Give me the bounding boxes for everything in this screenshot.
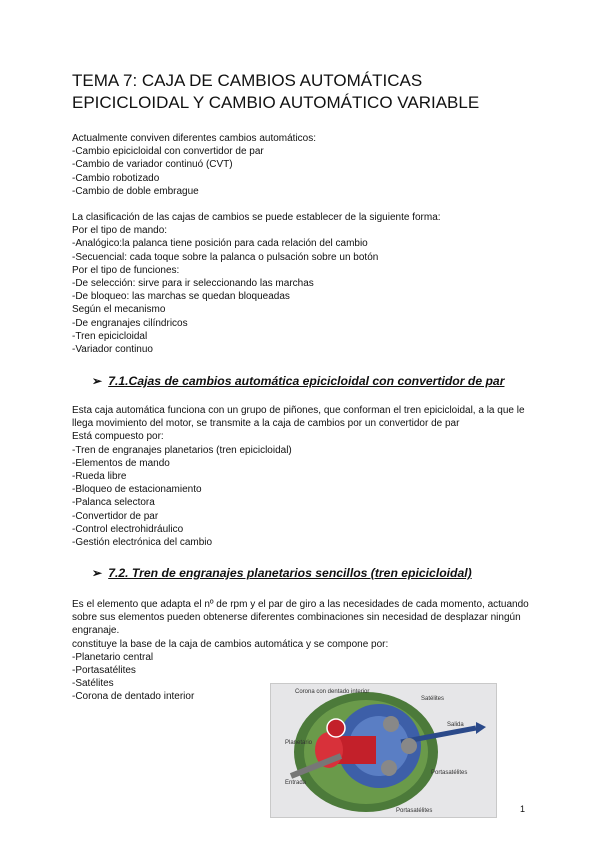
list-item: -Cambio de variador continuó (CVT) [72, 159, 233, 171]
text-paragraph: Es el elemento que adapta el nº de rpm y el par de giro a las necesidades de cada momento, actuando sobre sus elementos pueden obtenerse diferentes combinaciones sin necesidad de desplazar ningún [72, 599, 529, 624]
list-item: -Cambio epicicloidal con convertidor de par [72, 146, 264, 158]
arrow-bullet-icon: ➢ [92, 374, 103, 388]
text-paragraph: Esta caja automática funciona con un grupo de piñones, que conforman el tren epicicloidal, a la que le llega movimiento del motor, se transmite a la caja de cambios por un convertidor de par [72, 405, 525, 430]
title-line-2: EPICICLOIDAL Y CAMBIO AUTOMÁTICO VARIABLE [72, 93, 480, 112]
classification-paragraph [72, 211, 532, 356]
figure-label: Satélites [421, 696, 445, 702]
list-item: -Corona de dentado interior [72, 691, 195, 703]
section-heading-text: 7.1.Cajas de cambios automática epicicloidal con convertidor de par [108, 374, 505, 388]
text-line: Por el tipo de mando: [72, 225, 168, 237]
list-item: -Cambio de doble embrague [72, 185, 199, 197]
figure-label: Portasatélites [396, 808, 433, 814]
list-item: -Control electrohidráulico [72, 523, 184, 535]
section-heading-text: 7.2. Tren de engranajes planetarios sencillos (tren epicicloidal) [108, 566, 472, 580]
section-1-body [72, 404, 532, 549]
list-item: -Variador continuo [72, 344, 153, 356]
text-line: Según el mecanismo [72, 304, 166, 316]
figure-label: Salida [447, 722, 464, 728]
list-item: -Palanca selectora [72, 497, 155, 509]
planetary-gear-figure [270, 683, 497, 818]
list-item: -Tren epicicloidal [72, 330, 148, 342]
list-item: -De bloqueo: las marchas se quedan bloqueadas [72, 291, 290, 303]
list-item: -Portasatélites [72, 665, 136, 677]
text-line: engranaje. [72, 625, 120, 637]
arrow-bullet-icon: ➢ [92, 566, 103, 580]
section-heading-7-1 [92, 374, 504, 388]
section-heading-7-2 [92, 566, 472, 580]
figure-label: Corona con dentado interior [295, 689, 370, 695]
text-line: Por el tipo de funciones: [72, 264, 180, 276]
text-line: Está compuesto por: [72, 431, 164, 443]
list-item: -Elementos de mando [72, 457, 170, 469]
page-title [72, 70, 542, 114]
list-item: -Planetario central [72, 651, 154, 663]
list-item: -Bloqueo de estacionamiento [72, 484, 202, 496]
text-line: constituye la base de la caja de cambios automática y se compone por: [72, 638, 389, 650]
figure-label: Entrada [285, 780, 307, 786]
list-item: -Secuencial: cada toque sobre la palanca o pulsación sobre un botón [72, 251, 379, 263]
list-item: -Convertidor de par [72, 510, 159, 522]
figure-label: Planetario [285, 740, 313, 746]
list-item: -Satélites [72, 678, 114, 690]
list-item: -Analógico:la palanca tiene posición para cada relación del cambio [72, 238, 368, 250]
page-number: 1 [520, 804, 526, 814]
list-item: -De engranajes cilíndricos [72, 317, 188, 329]
list-item: -Cambio robotizado [72, 172, 160, 184]
list-item: -Gestión electrónica del cambio [72, 537, 213, 549]
list-item: -Tren de engranajes planetarios (tren epicicloidal) [72, 444, 292, 456]
intro-paragraph [72, 132, 532, 198]
title-line-1: TEMA 7: CAJA DE CAMBIOS AUTOMÁTICAS [72, 71, 423, 90]
list-item: -De selección: sirve para ir seleccionando las marchas [72, 278, 314, 290]
text-line: La clasificación de las cajas de cambios se puede establecer de la siguiente forma: [72, 212, 441, 223]
list-item: -Rueda libre [72, 471, 127, 483]
text-line: Actualmente conviven diferentes cambios automáticos: [72, 133, 317, 144]
figure-label: Portasatélites [431, 770, 468, 776]
planetary-gear-illustration [271, 684, 496, 817]
